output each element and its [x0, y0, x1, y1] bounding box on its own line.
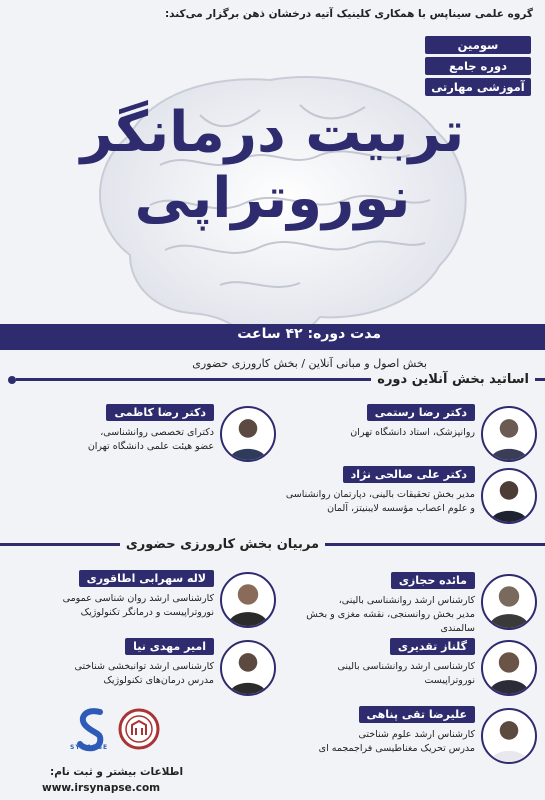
- course-duration: مدت دوره: ۴۲ ساعت: [237, 326, 381, 342]
- badge-line: آموزشی مهارتی: [425, 78, 531, 96]
- clinic-logo: [118, 708, 160, 750]
- avatar: [220, 406, 276, 462]
- trainer-name: لاله سهرابی اطاقوری: [79, 570, 214, 587]
- instructor-card: [275, 404, 537, 468]
- trainer-card: [14, 638, 276, 702]
- trainer-name: علیرضا تقی پناهی: [359, 706, 475, 723]
- trainer-card: [275, 638, 537, 702]
- footer-label: اطلاعات بیشتر و ثبت نام:: [50, 766, 184, 778]
- course-subtitle: بخش اصول و مبانی آنلاین / بخش کارورزی حضوری: [192, 357, 427, 370]
- instructor-name: دکتر رضا رستمی: [367, 404, 475, 421]
- section-title-practical: مربیان بخش کارورزی حضوری: [125, 537, 319, 552]
- instructor-desc: مدیر بخش تحقیقات بالینی، دپارتمان روانشناسی و علوم اعصاب مؤسسه لایبنیتز، آلمان: [285, 489, 475, 514]
- trainer-desc: کارشناس ارشد روانشناسی بالینی، مدیر بخش روانسنجی، نقشه مغزی و بخش سالمندی: [306, 595, 475, 634]
- instructor-card: [14, 404, 276, 468]
- instructor-desc: روانپزشک، استاد دانشگاه تهران: [350, 427, 475, 438]
- trainer-desc: کارشناس ارشد علوم شناختی مدرس تحریک مغناطیسی فراجمجمه ای: [318, 729, 475, 754]
- instructor-card: [237, 466, 537, 530]
- avatar: [481, 468, 537, 524]
- avatar: [220, 640, 276, 696]
- trainer-card: [267, 572, 537, 636]
- trainer-desc: کارشناسی ارشد توانبخشی شناختی مدرس درمان‌های تکنولوژیک: [74, 661, 214, 686]
- synapse-logo-text: SYNAPSE: [70, 744, 109, 751]
- avatar: [481, 574, 537, 630]
- section-header-practical: [0, 537, 545, 552]
- trainer-desc: کارشناسی ارشد روان شناسی عمومی نوروتراپیست و درمانگر تکنولوژیک: [62, 593, 214, 618]
- instructor-name: دکتر علی صالحی نژاد: [343, 466, 475, 483]
- trainer-name: مائده حجازی: [391, 572, 475, 589]
- page-title: [80, 100, 465, 232]
- trainer-card: [14, 570, 276, 634]
- title-line-1: تربیت درمانگر: [80, 100, 465, 165]
- course-badge: [425, 36, 531, 99]
- instructor-desc: دکترای تخصصی روانشناسی، عضو هیئت علمی دانشگاه تهران: [87, 427, 214, 452]
- trainer-desc: کارشناسی ارشد روانشناسی بالینی نوروتراپیست: [337, 661, 475, 686]
- website-link[interactable]: www.irsynapse.com: [42, 782, 161, 794]
- intro-text: گروه علمی سیناپس با همکاری کلینیک آتیه درخشان ذهن برگزار می‌کند:: [164, 8, 533, 20]
- badge-line: دوره جامع: [425, 57, 531, 75]
- title-line-2: نوروتراپی: [134, 166, 411, 231]
- avatar: [481, 640, 537, 696]
- section-header-online: [0, 372, 545, 387]
- trainer-name: امیر مهدی نیا: [125, 638, 214, 655]
- avatar: [481, 406, 537, 462]
- trainer-name: گلناز تقدیری: [390, 638, 475, 655]
- trainer-card: [275, 706, 537, 770]
- section-title-online: اساتید بخش آنلاین دوره: [377, 372, 529, 387]
- avatar: [481, 708, 537, 764]
- badge-line: سومین: [425, 36, 531, 54]
- avatar: [220, 572, 276, 628]
- instructor-name: دکتر رضا کاظمی: [106, 404, 214, 421]
